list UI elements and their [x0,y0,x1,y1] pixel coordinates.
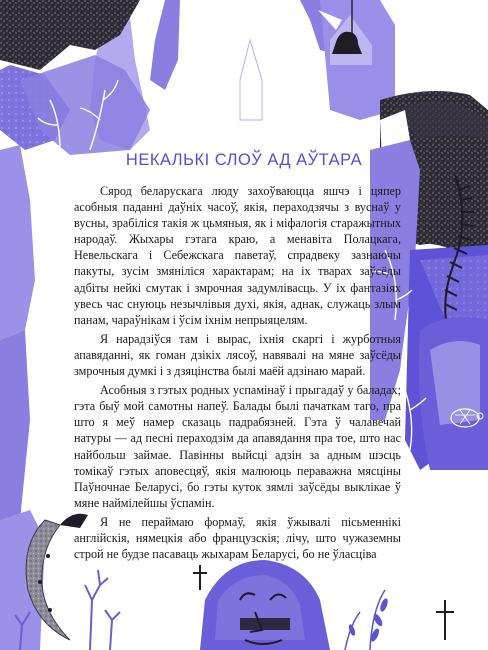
paragraph: Сярод беларускага люду захоўваюцца яшчэ і цяпер асобныя паданні даўніх часоў, якія, пераходзячы з вуснаў у вусны, зрабіліся такія ж цьмяныя, як і міфалогія старажытных народаў. Жыхары гэтага краю, а менавіта Полацкага, Невельскага і Себежскага паветаў, спрадвеку зазнаючы пакуты, зусім змяніліся характарам; на іх тварах заўсёды адбіты нейкі смутак і змрочная задумлівасць. У іх фантазіях увесь час снуюць незычлівыя духі, якія, аднак, служаць злым панам, чараўнікам і ўсім іхнім непрыяцелям. [74,184,401,327]
paragraph: Я не пераймаю формаў, якія ўжывалі пісьменнікі англійскія, нямецкія або французскія; лічу, што чужаземны строй не будзе пасаваць жыхарам Беларусі, бо не ўласціва [74,514,401,562]
section-heading: НЕКАЛЬКІ СЛОЎ АД АЎТАРА [125,151,363,169]
paragraph: Асобныя з гэтых родных успамінаў і прыгадаў у баладах; гэта быў мой самотны напеў. Балады былі пачаткам таго, пра што я меў намер сказаць падрабязней. Гэта ў чалавечай натуры — ад песні пераходзім да апавядання пра тое, што нас найбольш займае. Павінны выйсці адзін за адным шэсць томікаў гэтых аповесцяў, якія малююць пераважна мясціны Паўночнае Беларусі, бо гэты куток зямлі заўсёды выклікае ў мяне наймілейшы ўспамін. [74,383,401,510]
paragraph: Я нарадзіўся там і вырас, іхнія скаргі і журботныя апавяданні, як гоман дзікіх лясоў, навявалі на мяне заўсёды змрочныя думкі і з дзяцінства былі маёй адзінаю марай. [74,331,401,379]
body-text [74,183,401,562]
hollow-tree [419,317,488,470]
leaf-sprigs [345,590,389,650]
stone-carved-face [200,560,330,650]
